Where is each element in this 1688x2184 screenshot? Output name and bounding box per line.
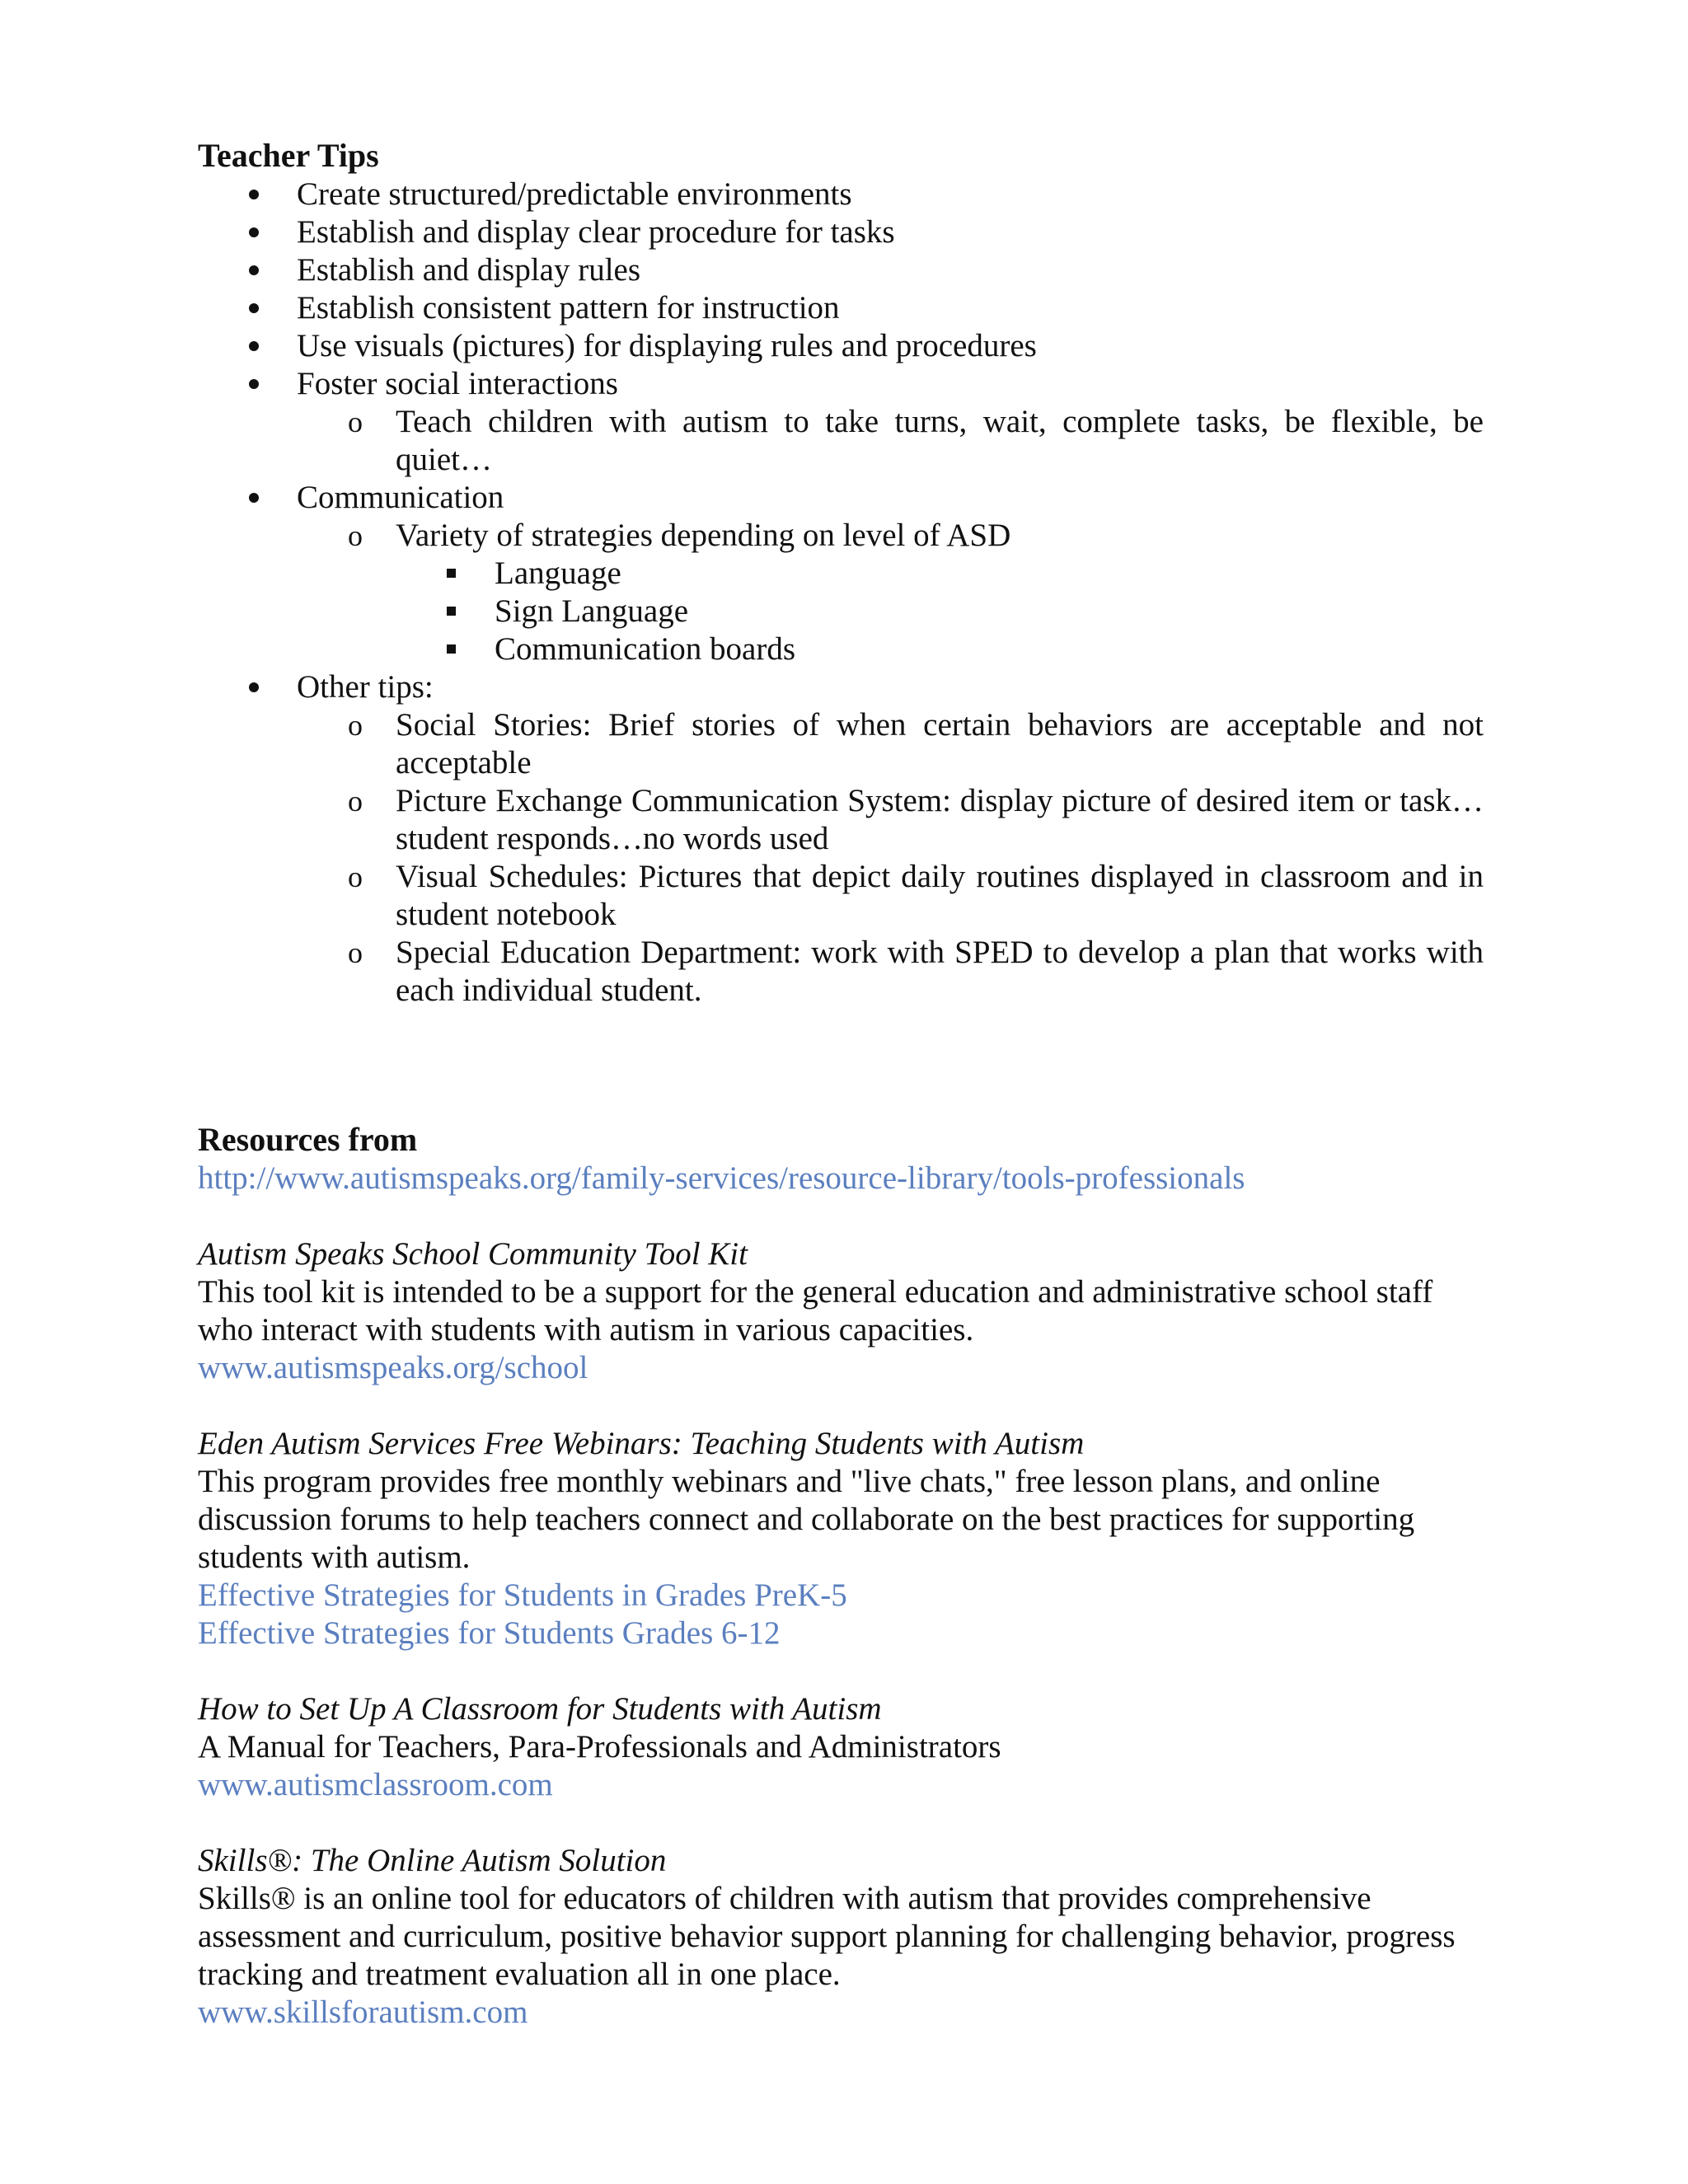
resource-entry bbox=[198, 1235, 1484, 1387]
teacher-tips-heading: Teacher Tips bbox=[198, 137, 379, 174]
list-item: Communication o Variety of strategies depending on level of ASD Language Sign Language Communication boards bbox=[198, 479, 1484, 668]
document-page bbox=[198, 136, 1484, 2032]
resource-title: How to Set Up A Classroom for Students with Autism bbox=[198, 1691, 882, 1727]
teacher-tips-list bbox=[198, 176, 1484, 1010]
square-bullet-icon bbox=[447, 555, 456, 593]
resource-title: Eden Autism Services Free Webinars: Teaching Students with Autism bbox=[198, 1426, 1085, 1461]
sub-list bbox=[297, 517, 1484, 668]
list-item: Establish and display rules bbox=[198, 251, 1484, 289]
bullet-icon bbox=[249, 289, 259, 327]
circle-bullet-icon: o bbox=[348, 405, 363, 438]
sub-list-item: o Teach children with autism to take turns, wait, complete tasks, be flexible, be quiet… bbox=[348, 404, 1484, 477]
sub-list-item: o Variety of strategies depending on level of ASD Language Sign Language Communication boards bbox=[297, 517, 1484, 668]
resource-title: Skills®: The Online Autism Solution bbox=[198, 1843, 667, 1878]
list-item: Establish consistent pattern for instruction bbox=[198, 289, 1484, 327]
sub-list bbox=[297, 403, 1484, 479]
sub-sub-list bbox=[396, 555, 1484, 668]
list-item: Foster social interactions o Teach children with autism to take turns, wait, complete tasks, be flexible, be quiet… bbox=[198, 365, 1484, 479]
resource-description: This program provides free monthly webinars and "live chats," free lesson plans, and online discussion forums to help teachers connect and collaborate on the best practices for supporting students with autism. bbox=[198, 1464, 1415, 1575]
bullet-icon bbox=[249, 251, 259, 289]
bullet-icon bbox=[249, 176, 259, 213]
resource-description: A Manual for Teachers, Para-Professionals and Administrators bbox=[198, 1729, 1001, 1765]
bullet-icon bbox=[249, 327, 259, 365]
bullet-icon bbox=[249, 365, 259, 403]
resource-link[interactable]: Effective Strategies for Students Grades 6-12 bbox=[198, 1615, 781, 1651]
sub-list bbox=[297, 706, 1484, 1010]
circle-bullet-icon: o bbox=[348, 709, 363, 742]
square-bullet-icon bbox=[447, 593, 456, 630]
list-item: Create structured/predictable environments bbox=[198, 176, 1484, 213]
list-item: Other tips: o Social Stories: Brief stories of when certain behaviors are acceptable and not acceptable o Picture Exchange Communication System: display picture of desired item or task…student responds…no words used o Visual Schedules: Pictures that depict daily routines displayed in classroom and in student notebook o Special Education Department: work with SPED to develop a plan that works with each individual student. bbox=[198, 668, 1484, 1010]
resource-link[interactable]: www.autismclassroom.com bbox=[198, 1767, 553, 1802]
resources-section bbox=[198, 1120, 1484, 2032]
sub-sub-list-item: Sign Language bbox=[396, 593, 1484, 630]
resources-heading: Resources from bbox=[198, 1121, 418, 1158]
circle-bullet-icon: o bbox=[348, 519, 363, 552]
resource-link[interactable]: www.autismspeaks.org/school bbox=[198, 1350, 588, 1385]
list-item: Use visuals (pictures) for displaying rules and procedures bbox=[198, 327, 1484, 365]
resource-entry bbox=[198, 1842, 1484, 2032]
sub-sub-list-item: Communication boards bbox=[396, 630, 1484, 668]
resource-description: This tool kit is intended to be a support for the general education and administrative school staff who interact with students with autism in various capacities. bbox=[198, 1274, 1433, 1347]
list-item: Establish and display clear procedure for tasks bbox=[198, 213, 1484, 251]
sub-list-item: o Special Education Department: work with SPED to develop a plan that works with each individual student. bbox=[348, 935, 1484, 1008]
sub-list-item: o Visual Schedules: Pictures that depict daily routines displayed in classroom and in student notebook bbox=[348, 859, 1484, 932]
resource-description: Skills® is an online tool for educators of children with autism that provides comprehensive assessment and curriculum, positive behavior support planning for challenging behavior, progress tracking and treatment evaluation all in one place. bbox=[198, 1881, 1456, 1992]
bullet-icon bbox=[249, 668, 259, 706]
sub-sub-list-item: Language bbox=[396, 555, 1484, 593]
bullet-icon bbox=[249, 213, 259, 251]
resource-entry bbox=[198, 1690, 1484, 1804]
resource-entry bbox=[198, 1425, 1484, 1652]
circle-bullet-icon: o bbox=[348, 860, 363, 893]
square-bullet-icon bbox=[447, 630, 456, 668]
sub-list-item: o Picture Exchange Communication System: display picture of desired item or task…student responds…no words used bbox=[348, 783, 1484, 856]
resource-title: Autism Speaks School Community Tool Kit bbox=[198, 1236, 748, 1272]
resource-link[interactable]: Effective Strategies for Students in Grades PreK-5 bbox=[198, 1577, 847, 1613]
source-link[interactable]: http://www.autismspeaks.org/family-services/resource-library/tools-professionals bbox=[198, 1160, 1245, 1196]
circle-bullet-icon: o bbox=[348, 785, 363, 818]
circle-bullet-icon: o bbox=[348, 936, 363, 969]
sub-list-item: o Social Stories: Brief stories of when certain behaviors are acceptable and not acceptable bbox=[348, 707, 1484, 780]
bullet-icon bbox=[249, 479, 259, 517]
resource-link[interactable]: www.skillsforautism.com bbox=[198, 1994, 528, 2030]
